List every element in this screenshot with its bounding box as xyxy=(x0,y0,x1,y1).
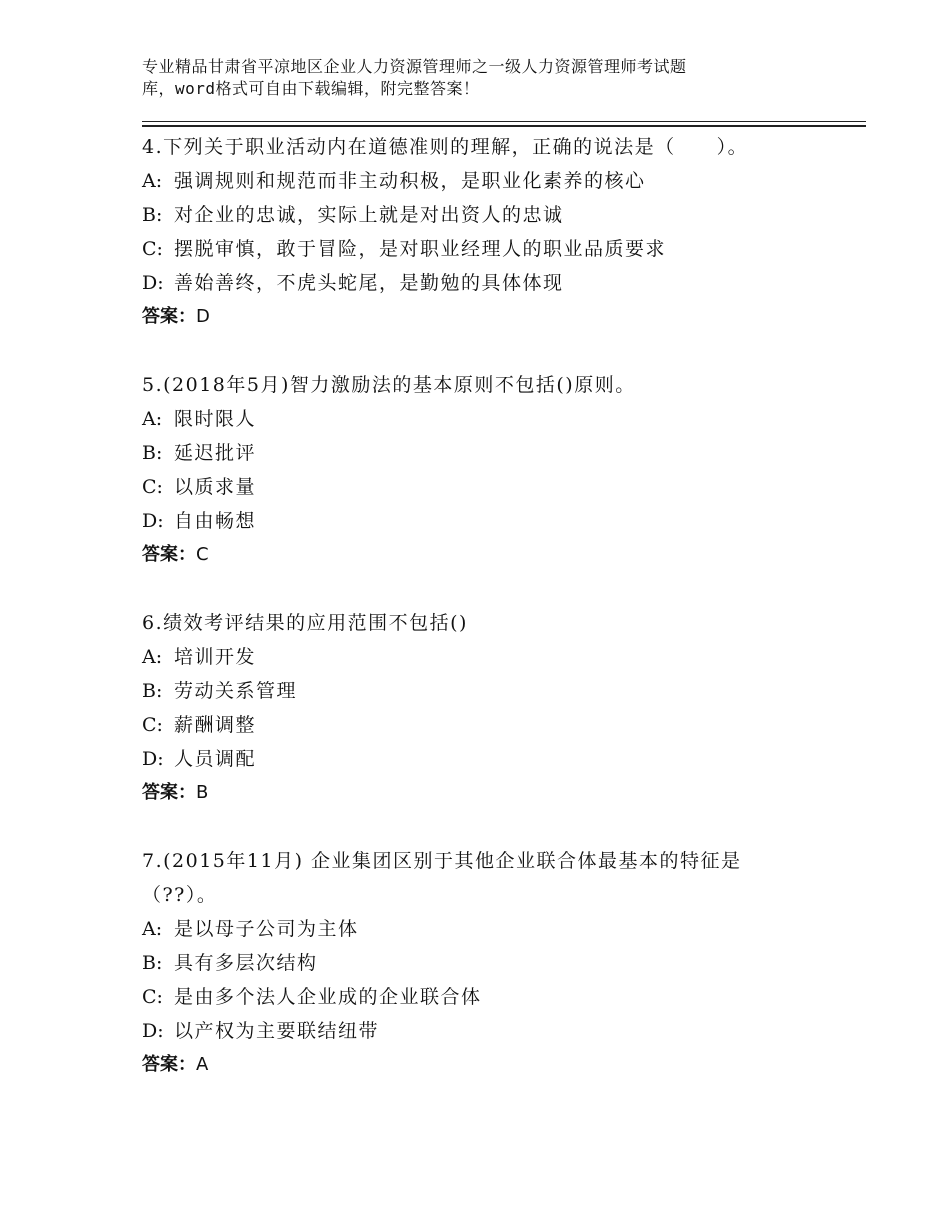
question-text: 5.(2018年5月)智力激励法的基本原则不包括()原则。 xyxy=(142,374,636,396)
answer-value: B xyxy=(196,782,209,803)
option-a xyxy=(142,640,842,674)
option-key: A: xyxy=(142,408,163,430)
option-key: D: xyxy=(142,1020,164,1042)
option-d xyxy=(142,266,842,300)
option-b xyxy=(142,436,842,470)
option-c xyxy=(142,708,842,742)
question-text-line-1: 7.(2015年11月) 企业集团区别于其他企业联合体最基本的特征是 xyxy=(142,850,742,872)
option-b xyxy=(142,674,842,708)
option-key: A: xyxy=(142,918,163,940)
option-key: B: xyxy=(142,680,163,702)
answer-value: A xyxy=(196,1054,209,1075)
answer-line xyxy=(142,300,842,334)
question-list xyxy=(142,130,842,1082)
option-key: D: xyxy=(142,510,164,532)
option-key: D: xyxy=(142,748,164,770)
question-text-line-2: （??）。 xyxy=(142,884,218,906)
question-6 xyxy=(142,606,842,810)
option-b xyxy=(142,198,842,232)
option-key: B: xyxy=(142,442,163,464)
option-text: 对企业的忠诚，实际上就是对出资人的忠诚 xyxy=(174,204,564,226)
option-text: 延迟批评 xyxy=(174,442,257,464)
option-text: 摆脱审慎，敢于冒险，是对职业经理人的职业品质要求 xyxy=(174,238,667,260)
option-key: C: xyxy=(142,986,163,1008)
option-c xyxy=(142,470,842,504)
header-rule-thick xyxy=(142,125,866,127)
spacer xyxy=(142,334,842,368)
option-text: 劳动关系管理 xyxy=(174,680,298,702)
spacer xyxy=(142,810,842,844)
question-4 xyxy=(142,130,842,334)
answer-line xyxy=(142,776,842,810)
option-a xyxy=(142,912,842,946)
option-key: D: xyxy=(142,272,164,294)
option-d xyxy=(142,742,842,776)
spacer xyxy=(142,572,842,606)
header-line-2: 库，word格式可自由下载编辑，附完整答案！ xyxy=(142,79,480,98)
answer-label: 答案： xyxy=(142,782,196,803)
option-key: C: xyxy=(142,476,163,498)
option-c xyxy=(142,980,842,1014)
option-text: 以质求量 xyxy=(174,476,257,498)
option-text: 限时限人 xyxy=(174,408,257,430)
option-text: 培训开发 xyxy=(174,646,257,668)
header-line-1: 专业精品甘肃省平凉地区企业人力资源管理师之一级人力资源管理师考试题 xyxy=(142,57,687,76)
option-b xyxy=(142,946,842,980)
option-key: C: xyxy=(142,714,163,736)
answer-line xyxy=(142,538,842,572)
option-key: B: xyxy=(142,204,163,226)
option-key: A: xyxy=(142,646,163,668)
option-key: B: xyxy=(142,952,163,974)
option-text: 善始善终，不虎头蛇尾，是勤勉的具体体现 xyxy=(174,272,564,294)
option-d xyxy=(142,504,842,538)
answer-value: D xyxy=(196,306,210,327)
answer-line xyxy=(142,1048,842,1082)
document-header xyxy=(142,56,782,100)
option-text: 是以母子公司为主体 xyxy=(174,918,359,940)
answer-label: 答案： xyxy=(142,1054,196,1075)
question-7 xyxy=(142,844,842,1082)
question-text: 4.下列关于职业活动内在道德准则的理解，正确的说法是（ ）。 xyxy=(142,136,749,158)
option-text: 自由畅想 xyxy=(174,510,257,532)
answer-label: 答案： xyxy=(142,306,196,327)
answer-value: C xyxy=(196,544,209,565)
answer-label: 答案： xyxy=(142,544,196,565)
header-rule-thin xyxy=(142,121,866,122)
option-d xyxy=(142,1014,842,1048)
question-text: 6.绩效考评结果的应用范围不包括() xyxy=(142,612,468,634)
option-a xyxy=(142,164,842,198)
option-text: 人员调配 xyxy=(174,748,257,770)
option-key: C: xyxy=(142,238,163,260)
option-text: 薪酬调整 xyxy=(174,714,257,736)
option-c xyxy=(142,232,842,266)
option-a xyxy=(142,402,842,436)
option-text: 是由多个法人企业成的企业联合体 xyxy=(174,986,482,1008)
question-5 xyxy=(142,368,842,572)
option-text: 以产权为主要联结纽带 xyxy=(174,1020,380,1042)
option-text: 具有多层次结构 xyxy=(174,952,318,974)
option-key: A: xyxy=(142,170,163,192)
option-text: 强调规则和规范而非主动积极，是职业化素养的核心 xyxy=(174,170,646,192)
